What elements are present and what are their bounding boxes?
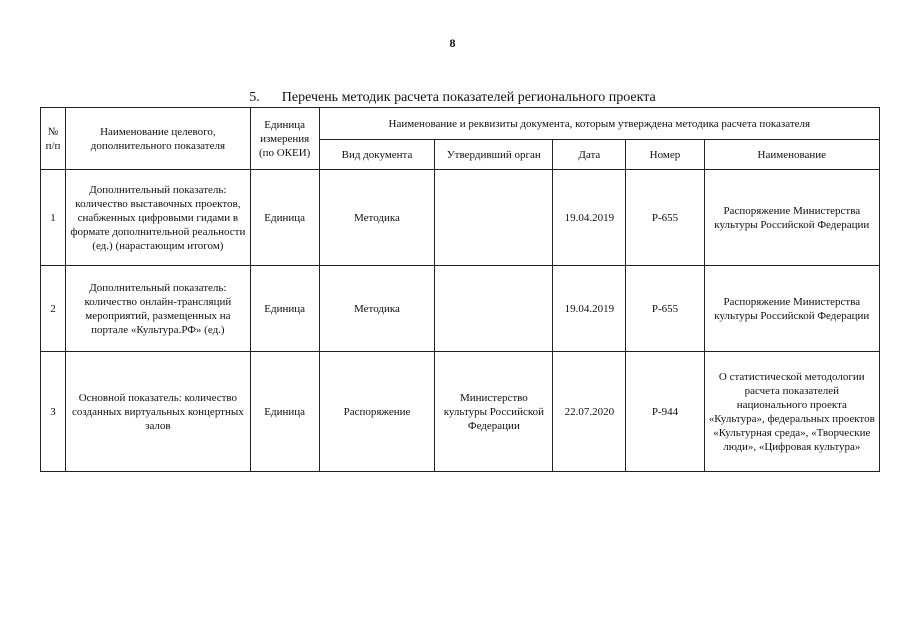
cell-num: 2 (41, 266, 66, 352)
header-doc-type: Вид документа (319, 140, 435, 170)
header-unit: Единица измерения (по ОКЕИ) (250, 108, 319, 170)
page-number: 8 (449, 36, 456, 50)
header-date: Дата (553, 140, 626, 170)
cell-number: Р-944 (626, 352, 704, 472)
cell-doc-type: Методика (319, 266, 435, 352)
cell-doc-type: Распоряжение (319, 352, 435, 472)
cell-num: 3 (41, 352, 66, 472)
cell-date: 19.04.2019 (553, 170, 626, 266)
header-number: Номер (626, 140, 704, 170)
cell-unit: Единица (250, 266, 319, 352)
section-number: 5. (249, 90, 260, 105)
cell-date: 19.04.2019 (553, 266, 626, 352)
cell-unit: Единица (250, 170, 319, 266)
cell-approver (435, 266, 553, 352)
cell-approver: Министерство культуры Российской Федерации (435, 352, 553, 472)
table-header-row (41, 108, 880, 140)
cell-doc-name: Распоряжение Министерства культуры Российской Федерации (704, 170, 879, 266)
cell-number: Р-655 (626, 170, 704, 266)
section-title (0, 90, 905, 106)
cell-number: Р-655 (626, 266, 704, 352)
cell-doc-name: О статистической методологии расчета показателей национального проекта «Культура», федеральных проектов «Культурная среда», «Творческие люди», «Цифровая культура» (704, 352, 879, 472)
methodology-table (40, 107, 880, 472)
cell-num: 1 (41, 170, 66, 266)
header-approver: Утвердивший орган (435, 140, 553, 170)
header-document-group: Наименование и реквизиты документа, которым утверждена методика расчета показателя (319, 108, 879, 140)
table-row (41, 352, 880, 472)
cell-indicator: Дополнительный показатель: количество онлайн-трансляций мероприятий, размещенных на портале «Культура.РФ» (ед.) (66, 266, 251, 352)
header-doc-name: Наименование (704, 140, 879, 170)
cell-doc-type: Методика (319, 170, 435, 266)
cell-date: 22.07.2020 (553, 352, 626, 472)
header-indicator: Наименование целевого, дополнительного показателя (66, 108, 251, 170)
cell-unit: Единица (250, 352, 319, 472)
cell-indicator: Дополнительный показатель: количество выставочных проектов, снабженных цифровыми гидами в формате дополнительной реальности (ед.) (нарастающим итогом) (66, 170, 251, 266)
table-row (41, 170, 880, 266)
cell-approver (435, 170, 553, 266)
header-num: № п/п (41, 108, 66, 170)
cell-doc-name: Распоряжение Министерства культуры Российской Федерации (704, 266, 879, 352)
table-row (41, 266, 880, 352)
section-title-text: Перечень методик расчета показателей регионального проекта (281, 90, 656, 105)
cell-indicator: Основной показатель: количество созданных виртуальных концертных залов (66, 352, 251, 472)
